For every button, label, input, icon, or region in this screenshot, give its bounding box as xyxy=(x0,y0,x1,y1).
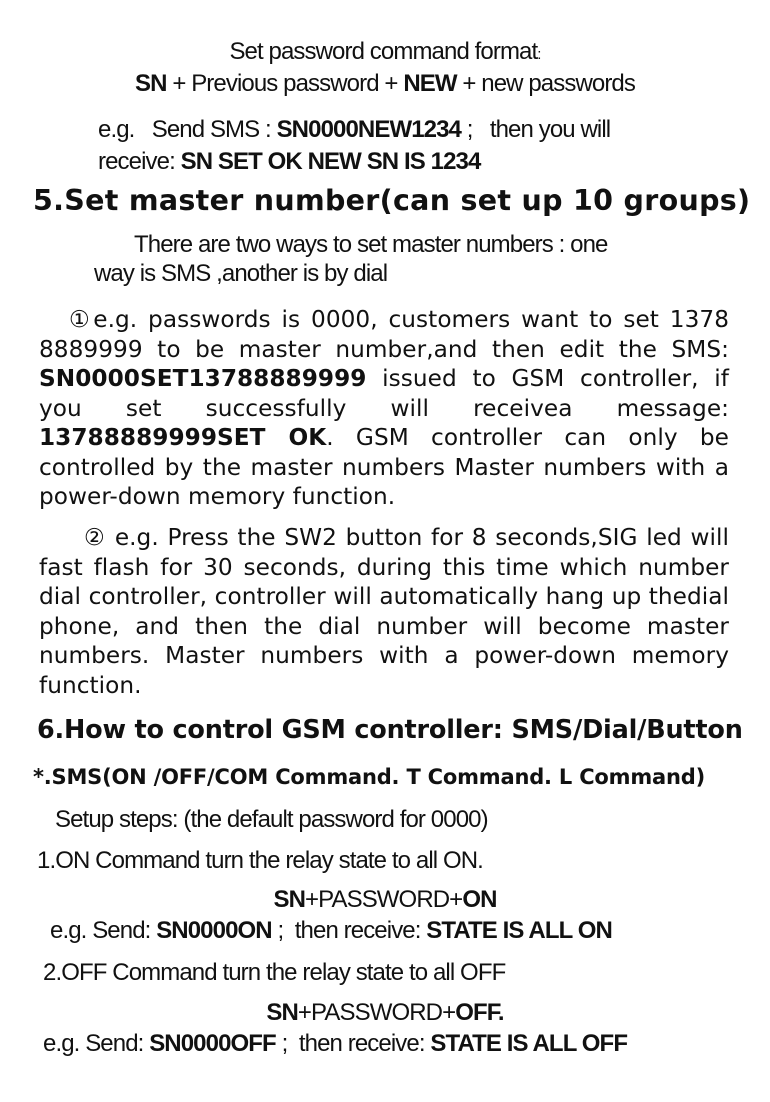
p1-text-b: issued to GSM controller, if you set successfully will receivea message: xyxy=(39,365,729,422)
eg2-a: receive: xyxy=(98,148,181,175)
eg2-reply: SN SET OK NEW SN IS 1234 xyxy=(180,148,481,175)
fmt-plus1: + Previous password + xyxy=(166,70,404,97)
format-colon: : xyxy=(537,46,541,63)
section-6-heading: 6.How to control GSM controller: SMS/Dial/Button xyxy=(37,715,743,745)
off-eg-cmd: SN0000OFF xyxy=(149,1030,276,1057)
p1-text-c: . GSM controller can only be controlled by the master numbers Master numbers with a power-down memory function. xyxy=(39,424,729,510)
p1-command: SN0000SET13788889999 xyxy=(39,365,367,392)
password-example-line1 xyxy=(98,116,610,144)
p1-reply: 13788889999SET OK xyxy=(39,424,327,451)
on-eg-b: ; then receive: xyxy=(271,917,427,944)
on-fmt-sn: SN xyxy=(273,886,306,913)
on-command-format xyxy=(0,886,770,914)
off-command-title: 2.OFF Command turn the relay state to all OFF xyxy=(43,959,506,986)
off-fmt-sn: SN xyxy=(266,999,298,1026)
master-dial-paragraph: ② e.g. Press the SW2 button for 8 seconds,SIG led will fast flash for 30 seconds, during this time which number dial controller, controller will automatically hang up thedial phone, and then the dial number will become master numbers. Master numbers with a power-down memory function. xyxy=(39,524,729,699)
on-command-title: 1.ON Command turn the relay state to all ON. xyxy=(37,847,483,874)
off-eg-reply: STATE IS ALL OFF xyxy=(430,1030,628,1057)
off-eg-b: ; then receive: xyxy=(275,1030,431,1057)
off-fmt-cmd: OFF. xyxy=(455,999,504,1026)
fmt-sn: SN xyxy=(135,70,167,97)
master-intro-line1: There are two ways to set master numbers : one xyxy=(134,231,608,258)
sms-command-heading: *.SMS(ON /OFF/COM Command. T Command. L Command) xyxy=(33,765,705,789)
off-command-format xyxy=(0,999,770,1027)
password-format-line xyxy=(0,70,770,98)
eg1-a: e.g. Send SMS : xyxy=(98,116,277,143)
master-sms-paragraph xyxy=(39,305,729,512)
setup-steps: Setup steps: (the default password for 0000) xyxy=(55,806,488,833)
master-intro-line2: way is SMS ,another is by dial xyxy=(94,260,388,287)
off-fmt-mid: +PASSWORD+ xyxy=(297,999,456,1026)
off-eg-a: e.g. Send: xyxy=(43,1030,150,1057)
format-title-text: Set password command format xyxy=(229,38,538,65)
eg1-cmd: SN0000NEW1234 xyxy=(276,116,461,143)
fmt-new: NEW xyxy=(403,70,457,97)
on-command-example xyxy=(50,917,612,945)
fmt-plus2: + new passwords xyxy=(456,70,635,97)
p1-text-a: ①e.g. passwords is 0000, customers want to set 1378 8889999 to be master number,and then edit the SMS: xyxy=(39,306,729,363)
on-eg-reply: STATE IS ALL ON xyxy=(426,917,612,944)
password-example-line2 xyxy=(98,148,480,176)
off-command-example xyxy=(43,1030,627,1058)
on-fmt-mid: +PASSWORD+ xyxy=(305,886,463,913)
password-format-title xyxy=(0,38,770,66)
on-eg-cmd: SN0000ON xyxy=(156,917,272,944)
eg1-b: ; then you will xyxy=(461,116,611,143)
section-5-heading: 5.Set master number(can set up 10 groups) xyxy=(33,184,751,217)
on-fmt-cmd: ON xyxy=(462,886,497,913)
on-eg-a: e.g. Send: xyxy=(50,917,157,944)
